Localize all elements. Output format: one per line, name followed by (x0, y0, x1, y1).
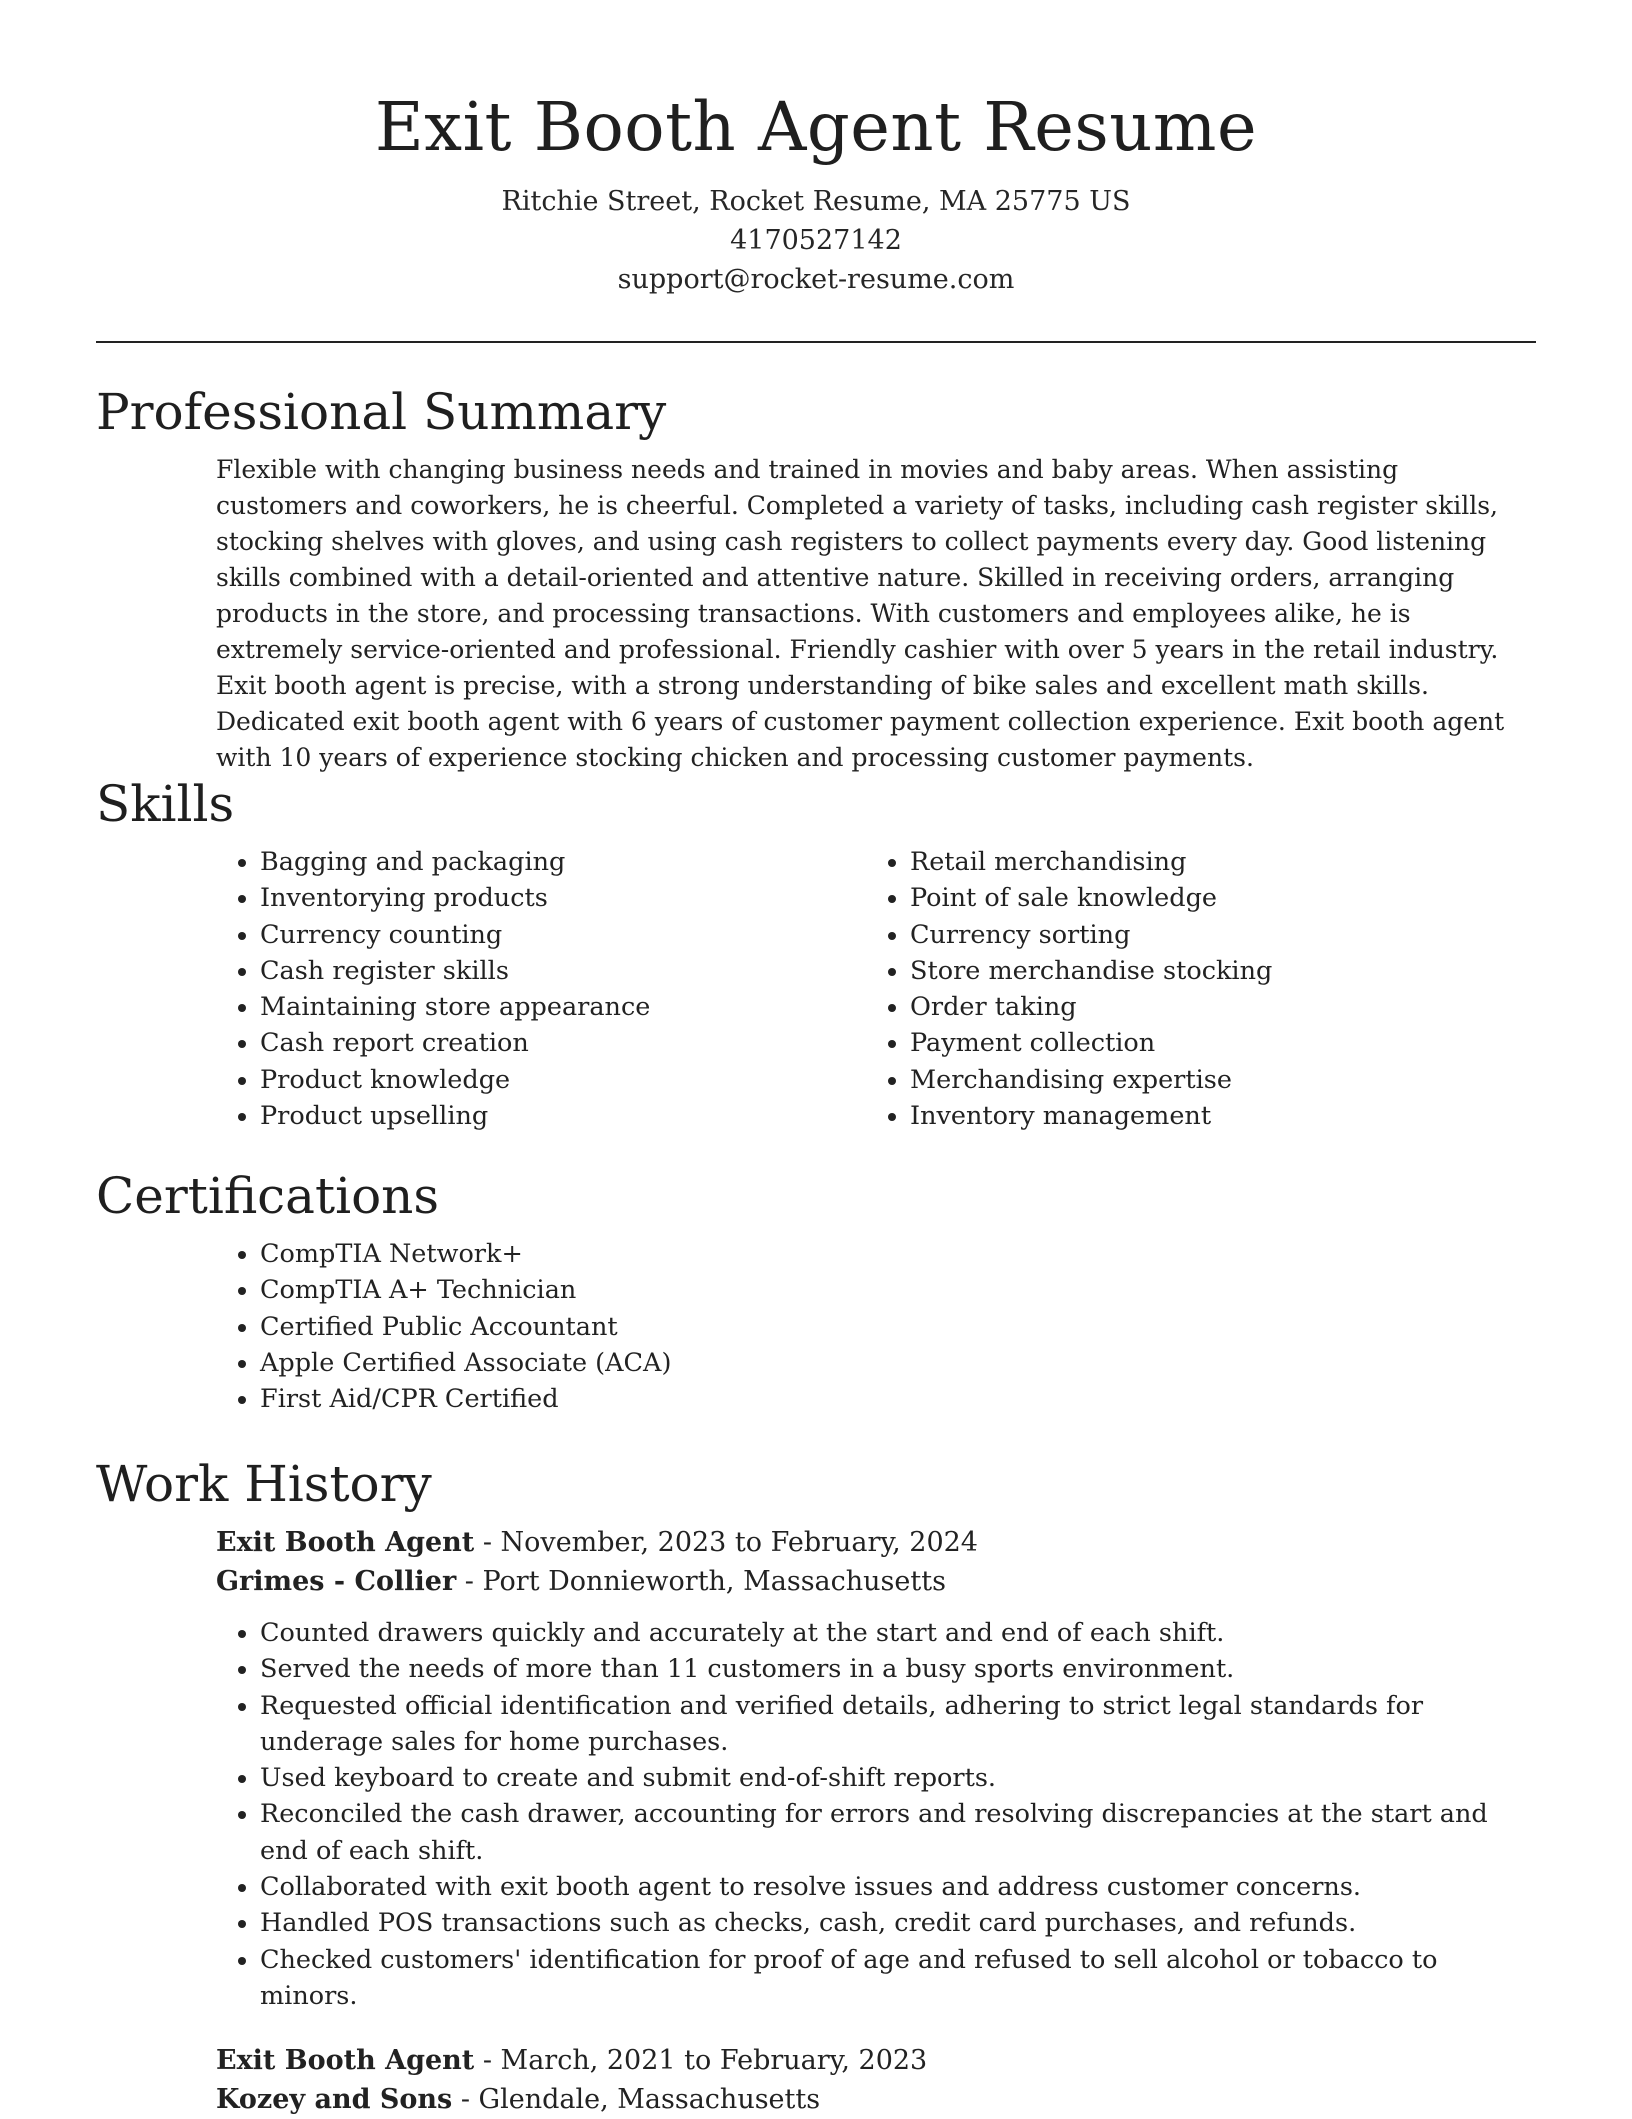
contact-info (96, 182, 1536, 299)
skills-columns (216, 844, 1536, 1134)
job-bullet: • Checked customers' identification for proof of age and refused to sell alcohol or tobacco to minors. (260, 1942, 1536, 2015)
job-bullet: • Reconciled the cash drawer, accounting for errors and resolving discrepancies at the start and end of each shift. (260, 1796, 1536, 1869)
job-bullet: • Handled POS transactions such as checks, cash, credit card purchases, and refunds. (260, 1905, 1536, 1941)
job-bullet: • Counted drawers quickly and accurately at the start and end of each shift. (260, 1615, 1536, 1651)
summary-text: Flexible with changing business needs and trained in movies and baby areas. When assisting customers and coworkers, he is cheerful. Completed a variety of tasks, including cash register skills, stocking shelves with gloves, and using cash registers to collect payments every day. Good listening skills combined with a detail-oriented and attentive nature. Skilled in receiving orders, arranging products in the store, and processing transactions. With customers and employees alike, he is extremely service-oriented and professional. Friendly cashier with over 5 years in the retail industry. Exit booth agent is precise, with a strong understanding of bike sales and excellent math skills. Dedicated exit booth agent with 6 years of customer payment collection experience. Exit booth agent with 10 years of experience stocking chicken and processing customer payments. (216, 455, 1505, 772)
summary-section (96, 380, 1536, 776)
skill-item: • Point of sale knowledge (910, 880, 1516, 916)
job-role: Exit Booth Agent (216, 1527, 475, 1558)
job-company-line (216, 1563, 1536, 1602)
work-history-section (96, 1452, 1536, 2119)
job-role: Exit Booth Agent (216, 2045, 475, 2077)
skill-item: • Inventory management (910, 1098, 1516, 1134)
resume-title: Exit Booth Agent Resume (374, 88, 1258, 166)
skill-item: • Bagging and packaging (260, 844, 866, 880)
certification-item: • CompTIA Network+ (260, 1236, 1536, 1272)
certifications-section (96, 1164, 1536, 1417)
skill-item: • Product knowledge (260, 1062, 866, 1098)
job-bullet: • Collaborated with exit booth agent to resolve issues and address customer concerns. (260, 1869, 1536, 1905)
resume-header (96, 82, 1536, 299)
skill-item: • Store merchandise stocking (910, 953, 1516, 989)
job-dates: - November, 2023 to February, 2024 (474, 1527, 978, 1558)
skill-item: • Currency sorting (910, 917, 1516, 953)
skill-item: • Order taking (910, 989, 1516, 1025)
skill-item: • Inventorying products (260, 880, 866, 916)
skills-column-left (216, 844, 866, 1134)
skill-item: • Retail merchandising (910, 844, 1516, 880)
certifications-list (216, 1236, 1536, 1417)
certification-item: • CompTIA A+ Technician (260, 1272, 1536, 1308)
skills-section (96, 772, 1536, 1134)
skill-item: • Maintaining store appearance (260, 989, 866, 1025)
contact-email: support@rocket-resume.com (617, 264, 1015, 295)
job-dates: - March, 2021 to February, 2023 (474, 2045, 928, 2077)
job-bullets (216, 1615, 1536, 2014)
job-location: - Port Donnieworth, Massachusetts (456, 1565, 946, 1597)
skill-item: • Merchandising expertise (910, 1062, 1516, 1098)
skill-item: • Cash report creation (260, 1025, 866, 1061)
skills-column-right (866, 844, 1516, 1134)
contact-phone: 4170527142 (730, 225, 902, 256)
job-bullet: • Requested official identification and verified details, adhering to strict legal standards for underage sales for home purchases. (260, 1688, 1536, 1761)
certification-item: • First Aid/CPR Certified (260, 1381, 1536, 1417)
job-entry (216, 1524, 1536, 1601)
contact-address: Ritchie Street, Rocket Resume, MA 25775 US (501, 186, 1131, 217)
certification-item: • Apple Certified Associate (ACA) (260, 1345, 1536, 1381)
job-company: Grimes - Collier (216, 1565, 457, 1597)
job-role-line (216, 1524, 1536, 1563)
job-company-line (216, 2081, 1536, 2119)
certification-item: • Certified Public Accountant (260, 1309, 1536, 1345)
header-divider (96, 341, 1536, 343)
skill-item: • Payment collection (910, 1025, 1516, 1061)
job-bullet: • Used keyboard to create and submit end-of-shift reports. (260, 1760, 1536, 1796)
job-role-line (216, 2042, 1536, 2081)
skill-item: • Cash register skills (260, 953, 866, 989)
certifications-heading: Certifications (96, 1167, 440, 1225)
skills-heading: Skills (96, 775, 235, 833)
job-company: Kozey and Sons (216, 2083, 453, 2115)
summary-heading: Professional Summary (96, 383, 667, 441)
skill-item: • Currency counting (260, 917, 866, 953)
work-history-heading: Work History (96, 1455, 432, 1513)
skill-item: • Product upselling (260, 1098, 866, 1134)
job-location: - Glendale, Massachusetts (452, 2083, 821, 2115)
job-bullet: • Served the needs of more than 11 customers in a busy sports environment. (260, 1651, 1536, 1687)
job-entry (216, 2042, 1536, 2119)
